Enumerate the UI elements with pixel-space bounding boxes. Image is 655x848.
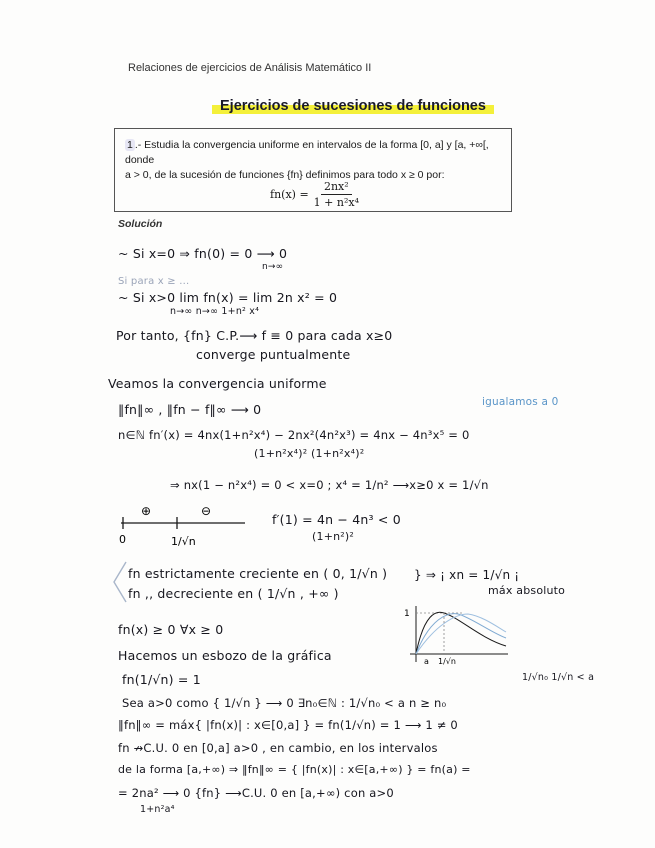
exercise-number: 1: [127, 139, 133, 151]
exercise-text-1: .- Estudia la convergencia uniforme en intervalos de la forma [0, a] y [a, +∞[, donde: [125, 139, 489, 166]
sign-crit-label: 1/√n: [171, 535, 196, 548]
hw-line: f′(1) = 4n − 4n³ < 0: [272, 512, 401, 527]
graph-curve-3: [416, 614, 506, 654]
hw-line: Hacemos un esbozo de la gráfica: [118, 648, 332, 663]
formula-numerator: 2nx²: [321, 179, 352, 195]
hw-line: Sea a>0 como { 1/√n } ⟶ 0 ∃n₀∈ℕ : 1/√n₀ < a n ≥ n₀: [122, 696, 447, 710]
graph-one-label: 1: [404, 609, 410, 619]
hw-line: 1+n²a⁴: [140, 804, 175, 815]
annotation-igualamos: igualamos a 0: [482, 396, 559, 408]
sign-zero-label: 0: [119, 533, 126, 546]
hw-line: } ⇒ ¡ xn = 1/√n ¡: [414, 568, 520, 582]
sign-chart: [115, 503, 255, 549]
graph-sketch: [402, 602, 514, 666]
sign-plus: ⊕: [141, 504, 152, 518]
formula-fraction: [314, 179, 359, 210]
hw-line: (1+n²x⁴)² (1+n²x⁴)²: [254, 447, 365, 460]
exercise-statement-box: [114, 128, 512, 212]
hw-line: Por tanto, {fn} C.P.⟶ f ≡ 0 para cada x≥0: [116, 328, 393, 343]
left-bracket-mark: [110, 560, 130, 604]
hw-line: ‖fn‖∞ = máx{ |fn(x)| : x∈[0,a] } = fn(1/√n) = 1 ⟶ 1 ≠ 0: [118, 718, 458, 732]
graph-curve-1: [416, 612, 506, 654]
sign-minus: ⊖: [201, 504, 212, 518]
hw-line: ‖fn‖∞ , ‖fn − f‖∞ ⟶ 0: [118, 402, 262, 417]
graph-crit-label: 1/√n: [438, 657, 456, 666]
document-header: Relaciones de ejercicios de Análisis Matemático II: [128, 62, 372, 74]
hw-line: = 2na² ⟶ 0 {fn} ⟶C.U. 0 en [a,+∞) con a>0: [118, 786, 394, 800]
formula-denominator: 1 + n²x⁴: [313, 196, 359, 209]
hw-line: n→∞: [262, 262, 284, 272]
solution-label: Solución: [118, 218, 163, 230]
formula-lhs: fn(x) =: [270, 188, 309, 201]
section-title: Ejercicios de sucesiones de funciones: [212, 98, 494, 114]
hw-line: (1+n²)²: [312, 530, 354, 543]
faint-note: Si para x ≥ ...: [118, 276, 190, 287]
hw-line: Veamos la convergencia uniforme: [108, 376, 327, 391]
hw-line: fn(1/√n) = 1: [122, 672, 201, 687]
hw-line: fn estrictamente creciente en ( 0, 1/√n ): [128, 566, 388, 581]
hw-line: fn(x) ≥ 0 ∀x ≥ 0: [118, 622, 224, 637]
hw-line: n∈ℕ fn′(x) = 4nx(1+n²x⁴) − 2nx²(4n²x³) = 4nx − 4n³x⁵ = 0: [118, 428, 470, 442]
hw-line: fn ,, decreciente en ( 1/√n , +∞ ): [128, 586, 339, 601]
hw-line: de la forma [a,+∞) ⇒ ‖fn‖∞ = { |fn(x)| : x∈[a,+∞) } = fn(a) =: [118, 763, 471, 776]
hw-line: fn ↛C.U. 0 en [0,a] a>0 , en cambio, en los intervalos: [118, 741, 438, 755]
exercise-formula: [270, 179, 359, 210]
hw-line: ⇒ nx(1 − n²x⁴) = 0 < x=0 ; x⁴ = 1/n² ⟶x≥0 x = 1/√n: [170, 478, 489, 492]
graph-a-label: a: [424, 657, 429, 666]
graph-right-note: 1/√n₀ 1/√n < a: [522, 672, 595, 683]
exercise-line-1: [125, 138, 501, 168]
hw-line: ~ Si x=0 ⇒ fn(0) = 0 ⟶ 0: [118, 246, 288, 261]
exercise-line-2: a > 0, de la sucesión de funciones {fn} definimos para todo x ≥ 0 por:: [125, 169, 445, 181]
hw-line: converge puntualmente: [196, 347, 351, 362]
hw-line: máx absoluto: [488, 584, 566, 597]
graph-curve-2: [416, 614, 506, 654]
hw-line: ~ Si x>0 lim fn(x) = lim 2n x² = 0: [118, 290, 338, 305]
hw-line: n→∞ n→∞ 1+n² x⁴: [170, 306, 260, 317]
